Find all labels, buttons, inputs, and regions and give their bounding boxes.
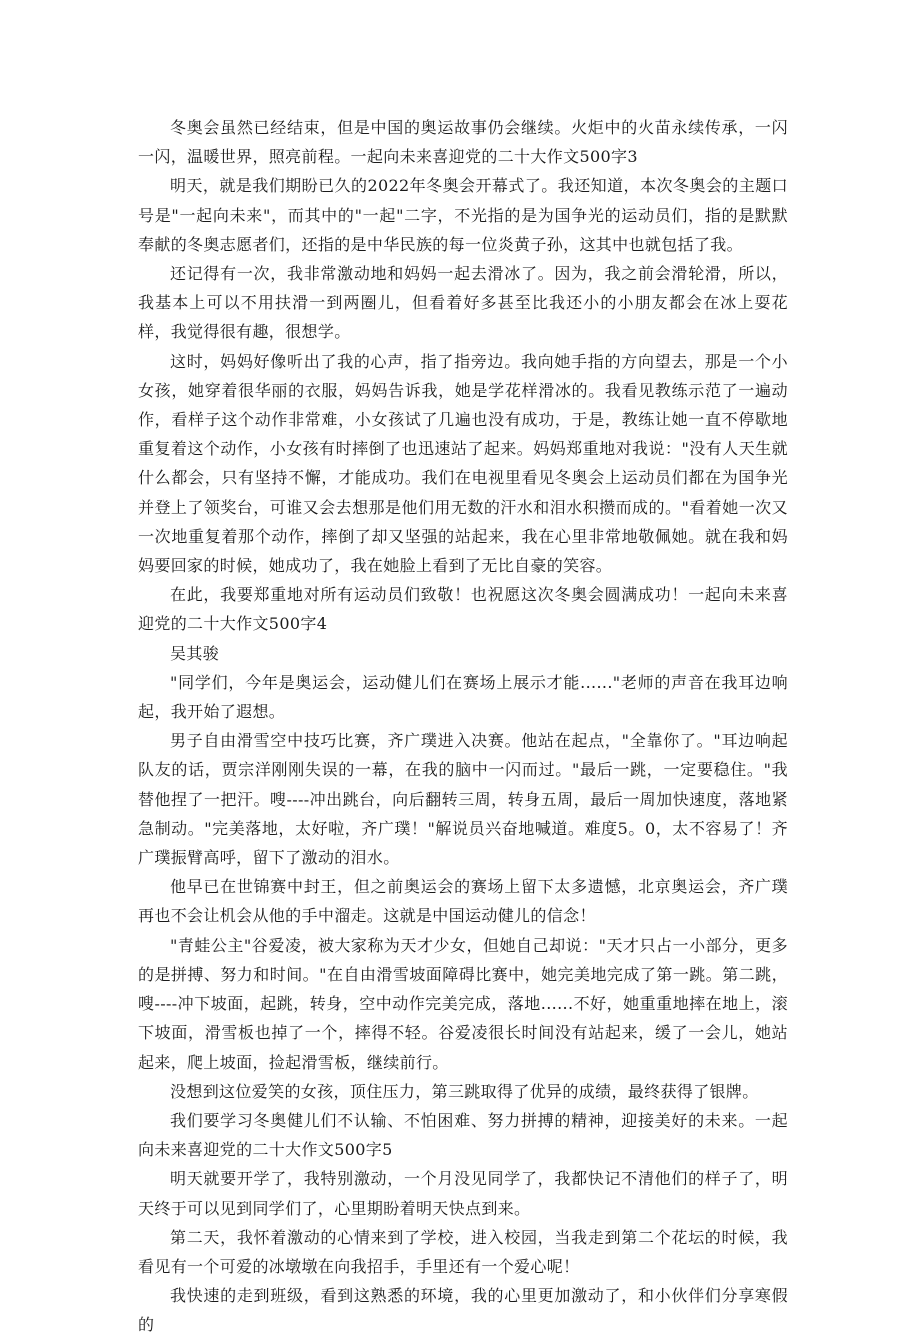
author-name: 吴其骏 (170, 643, 220, 663)
paragraph: 这时，妈妈好像听出了我的心声，指了指旁边。我向她手指的方向望去，那是一个小女孩，她穿着很华丽的衣服，妈妈告诉我，她是学花样滑冰的。我看见教练示范了一遍动作，看样子这个动作非常难，小女孩试了几遍也没有成功，于是，教练让她一直不停歇地重复着这个动作，小女孩有时摔倒了也迅速站了起来。妈妈郑重地对我说："没有人天生就什么都会，只有坚持不懈，才能成功。我们在电视里看见冬奥会上运动员们都在为国争光并登上了领奖台，可谁又会去想那是他们用无数的汗水和泪水积攒而成的。"看着她一次又一次地重复着那个动作，摔倒了却又坚强的站起来，我在心里非常地敬佩她。就在我和妈妈要回家的时候，她成功了，我在她脸上看到了无比自豪的笑容。 (138, 351, 788, 576)
paragraph: 在此，我要郑重地对所有运动员们致敬！也祝愿这次冬奥会圆满成功！一起向未来喜迎党的二十大作文500字4 (138, 585, 788, 634)
paragraph: 冬奥会虽然已经结束，但是中国的奥运故事仍会继续。火炬中的火苗永续传承，一闪一闪，温暖世界，照亮前程。一起向未来喜迎党的二十大作文500字3 (138, 118, 788, 167)
paragraph: 明天就要开学了，我特别激动，一个月没见同学了，我都快记不清他们的样子了，明天终于可以见到同学们了，心里期盼着明天快点到来。 (138, 1169, 788, 1218)
paragraph: 第二天，我怀着激动的心情来到了学校，进入校园，当我走到第二个花坛的时候，我看见有一个可爱的冰墩墩在向我招手，手里还有一个爱心呢！ (138, 1227, 788, 1276)
document-body (138, 113, 788, 1340)
paragraph: "青蛙公主"谷爱凌，被大家称为天才少女，但她自己却说："天才只占一小部分，更多的是拼搏、努力和时间。"在自由滑雪坡面障碍比赛中，她完美地完成了第一跳。第二跳，嗖----冲下坡面，起跳，转身，空中动作完美完成，落地......不好，她重重地摔在地上，滚下坡面，滑雪板也掉了一个，摔得不轻。谷爱凌很长时间没有站起来，缓了一会儿，她站起来，爬上坡面，捡起滑雪板，继续前行。 (138, 935, 788, 1072)
paragraph: 我快速的走到班级，看到这熟悉的环境，我的心里更加激动了，和小伙伴们分享寒假的 (138, 1286, 788, 1335)
paragraph: 男子自由滑雪空中技巧比赛，齐广璞进入决赛。他站在起点，"全靠你了。"耳边响起队友的话，贾宗洋刚刚失误的一幕，在我的脑中一闪而过。"最后一跳，一定要稳住。"我替他捏了一把汗。嗖----冲出跳台，向后翻转三周，转身五周，最后一周加快速度，落地紧急制动。"完美落地，太好啦，齐广璞！"解说员兴奋地喊道。难度5。0，太不容易了！齐广璞振臂高呼，留下了激动的泪水。 (138, 731, 788, 868)
paragraph: 我们要学习冬奥健儿们不认输、不怕困难、努力拼搏的精神，迎接美好的未来。一起向未来喜迎党的二十大作文500字5 (138, 1110, 788, 1160)
paragraph: 还记得有一次，我非常激动地和妈妈一起去滑冰了。因为，我之前会滑轮滑，所以，我基本上可以不用扶滑一到两圈儿，但看着好多甚至比我还小的小朋友都会在冰上耍花样，我觉得很有趣，很想学。 (138, 264, 788, 342)
paragraph: 明天，就是我们期盼已久的2022年冬奥会开幕式了。我还知道，本次冬奥会的主题口号是"一起向未来"，而其中的"一起"二字，不光指的是为国争光的运动员们，指的是默默奉献的冬奥志愿者们，还指的是中华民族的每一位炎黄子孙，这其中也就包括了我。 (138, 176, 788, 254)
paragraph: "同学们，今年是奥运会，运动健儿们在赛场上展示才能......"老师的声音在我耳边响起，我开始了遐想。 (138, 672, 788, 722)
paragraph: 没想到这位爱笑的女孩，顶住压力，第三跳取得了优异的成绩，最终获得了银牌。 (170, 1081, 759, 1101)
paragraph: 他早已在世锦赛中封王，但之前奥运会的赛场上留下太多遗憾，北京奥运会，齐广璞再也不会让机会从他的手中溜走。这就是中国运动健儿的信念！ (138, 877, 788, 926)
